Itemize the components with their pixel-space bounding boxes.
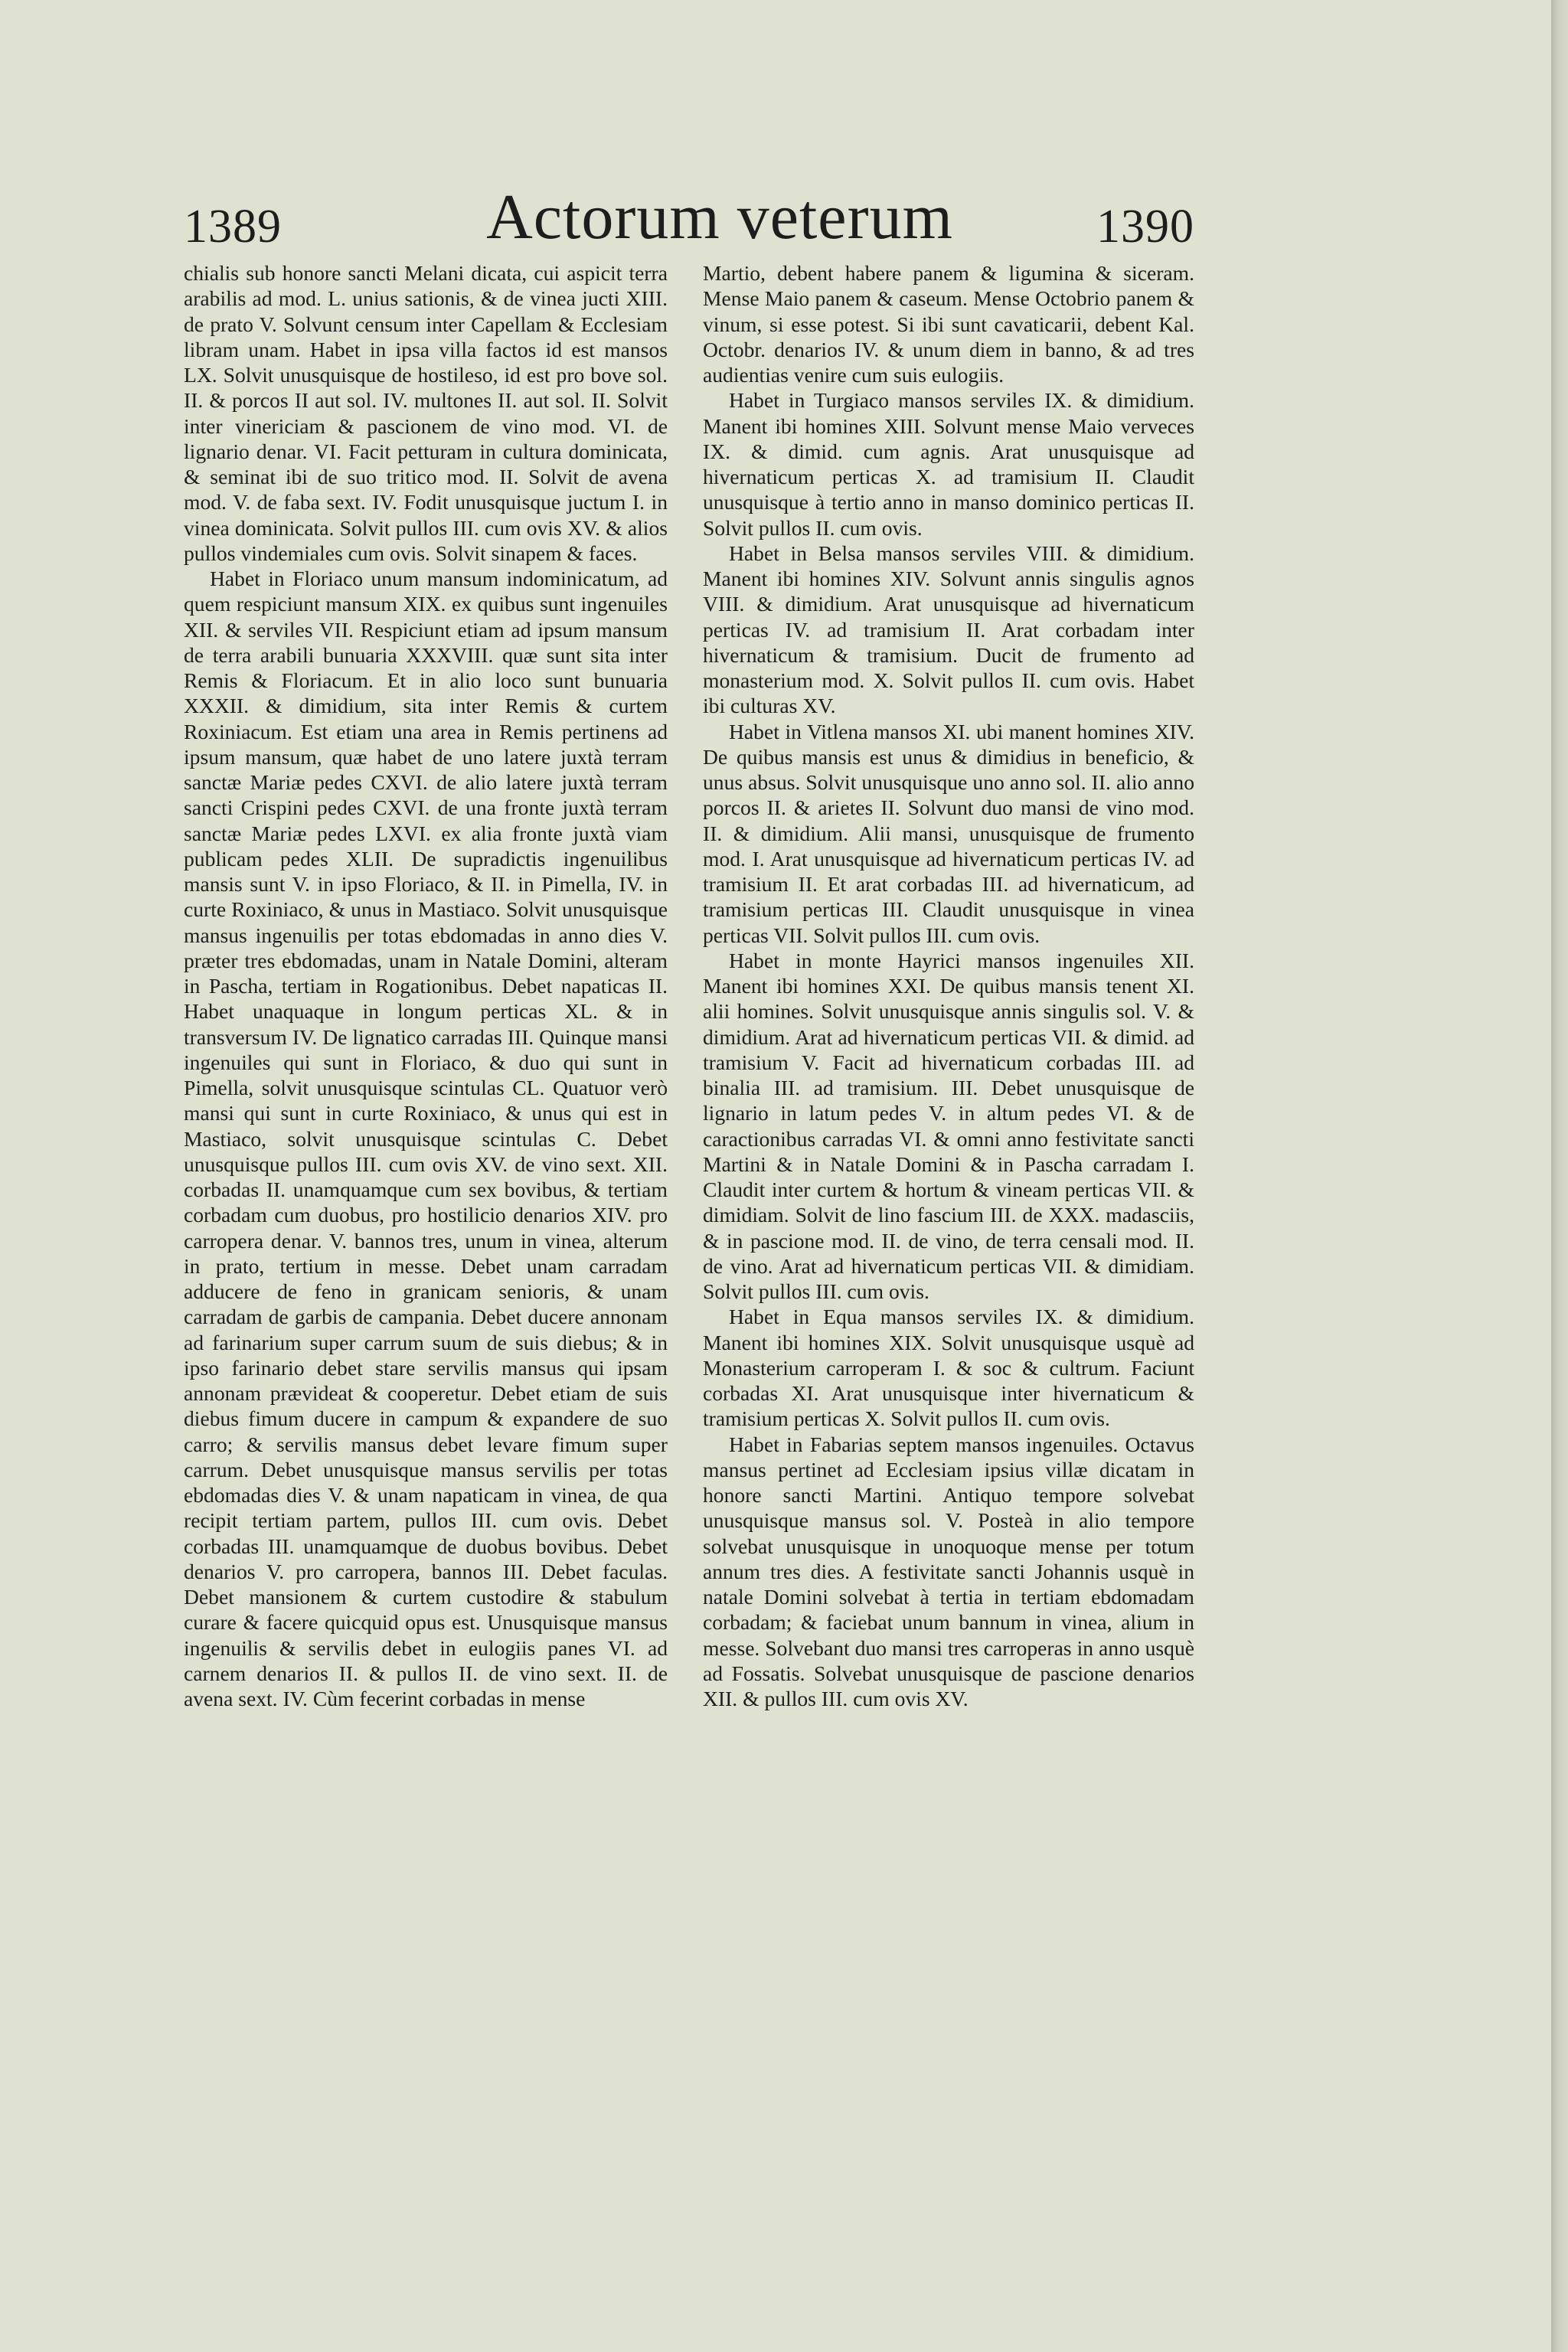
paragraph: Habet in Floriaco unum mansum indominicatum, ad quem respiciunt mansum XIX. ex quibus sunt ingenuiles XII. & serviles VII. Respiciunt etiam ad ipsum mansum de terra arabili bunuaria XXXVIII. quæ sunt sita inter Remis & Floriacum. Et in alio loco sunt bunuaria XXXII. & dimidium, sita inter Remis & curtem Roxiniacum. Est etiam una area in Remis pertinens ad ipsum mansum, quæ habet de uno latere juxtà terram sanctæ Mariæ pedes CXVI. de alio latere juxtà terram sancti Crispini pedes CXVI. de una fronte juxtà terram sanctæ Mariæ pedes LXVI. ex alia fronte juxtà viam publicam pedes XLII. De supradictis ingenuilibus mansis sunt V. in ipso Floriaco, & II. in Pimella, IV. in curte Roxiniaco, & unus in Mastiaco. Solvit unusquisque mansus ingenuilis per totas ebdomadas in anno dies V. præter tres ebdomadas, unam in Natale Domini, alteram in Pascha, tertiam in Rogationibus. Debet napaticas II. Habet unaquaque in longum perticas XL. & in transversum IV. De lignatico carradas III. Quinque mansi ingenuiles qui sunt in Floriaco, & duo qui sunt in Pimella, solvit unusquisque scintulas CL. Quatuor verò mansi qui sunt in curte Roxiniaco, & unus qui est in Mastiaco, solvit unusquisque scintulas C. Debet unusquisque pullos III. cum ovis XV. de vino sext. XII. corbadas II. unamquamque cum sex bovibus, & tertiam corbadam cum duobus, pro hostilicio denarios XIV. pro carropera denar. V. bannos tres, unum in vinea, alterum in prato, tertium in messe. Debet unam carradam adducere de feno in granicam senioris, & unam carradam de garbis de campania. Debet ducere annonam ad farinarium super carrum suum de suis diebus; & in ipso farinario debet stare servilis mansus qui ipsam annonam prævideat & cooperetur. Debet etiam de suis diebus fimum ducere in campum & expandere de suo carro; & servilis mansus debet levare fimum super carrum. Debet unusquisque mansus servilis per totas ebdomadas dies V. & unam napaticam in vinea, de qua recipit tertiam partem, pullos III. cum ovis. Debet corbadas III. unamquamque de duobus bovibus. Debet denarios V. pro carropera, bannos III. Debet faculas. Debet mansionem & curtem custodire & stabulum curare & facere quicquid opus est. Unusquisque mansus ingenuilis & servilis debet in eulogiis panes VI. ad carnem denarios II. & pullos II. de vino sext. II. de avena sext. IV. Cùm fecerint corbadas in mense xyxy=(184,567,668,1710)
running-title: Actorum veterum xyxy=(486,181,953,253)
paragraph: chialis sub honore sancti Melani dicata, cui aspicit terra arabilis ad mod. L. unius sationis, & de vinea jucti XIII. de prato V. Solvunt censum inter Capellam & Ecclesiam libram unam. Habet in ipsa villa factos id est mansos LX. Solvit unusquisque de hostileso, id est pro bove sol. II. & porcos II aut sol. IV. multones II. aut sol. II. Solvit inter vinericiam & pascionem de vino mod. VI. de lignario denar. VI. Facit petturam in cultura dominicata, & seminat ibi de suo tritico mod. II. Solvit de avena mod. V. de faba sext. IV. Fodit unusquisque juctum I. in vinea dominicata. Solvit pullos III. cum ovis XV. & alios pullos vindemiales cum ovis. Solvit sinapem & faces. xyxy=(184,261,668,565)
page-number-left: 1389 xyxy=(184,201,282,253)
right-column xyxy=(703,260,1194,1711)
page-header xyxy=(184,180,1194,256)
page-edge-shadow xyxy=(1551,0,1568,2352)
paragraph: Habet in Equa mansos serviles IX. & dimidium. Manent ibi homines XIX. Solvit unusquisque usquè ad Monasterium carroperam I. & soc & cultrum. Faciunt corbadas XI. Arat unusquisque inter hivernaticum & tramisium perticas X. Solvit pullos II. cum ovis. xyxy=(703,1305,1194,1431)
left-column xyxy=(184,260,668,1711)
paragraph: Habet in Vitlena mansos XI. ubi manent homines XIV. De quibus mansis est unus & dimidius in beneficio, & unus absus. Solvit unusquisque uno anno sol. II. alio anno porcos II. & arietes II. Solvunt duo mansi de vino mod. II. & dimidium. Alii mansi, unusquisque de frumento mod. I. Arat unusquisque ad hivernaticum perticas IV. ad tramisium II. Et arat corbadas III. ad hivernaticum, ad tramisium perticas III. Claudit unusquisque in vinea perticas VII. Solvit pullos III. cum ovis. xyxy=(703,719,1194,947)
paragraph: Martio, debent habere panem & ligumina & siceram. Mense Maio panem & caseum. Mense Octobrio panem & vinum, si esse potest. Si ibi sunt cavaticarii, debent Kal. Octobr. denarios IV. & unum diem in banno, & ad tres audientias venire cum suis eulogiis. xyxy=(703,261,1194,387)
paragraph: Habet in Turgiaco mansos serviles IX. & dimidium. Manent ibi homines XIII. Solvunt mense Maio verveces IX. & dimid. cum agnis. Arat unusquisque ad hivernaticum perticas X. ad tramisium II. Claudit unusquisque à tertio anno in manso dominico perticas II. Solvit pullos II. cum ovis. xyxy=(703,388,1194,540)
paragraph: Habet in Belsa mansos serviles VIII. & dimidium. Manent ibi homines XIV. Solvunt annis singulis agnos VIII. & dimidium. Arat unusquisque ad hivernaticum perticas IV. ad tramisium II. Arat corbadam inter hivernaticum & tramisium. Ducit de frumento ad monasterium mod. X. Solvit pullos II. cum ovis. Habet ibi culturas XV. xyxy=(703,541,1194,718)
paragraph: Habet in Fabarias septem mansos ingenuiles. Octavus mansus pertinet ad Ecclesiam ipsius villæ dicatam in honore sancti Martini. Antiquo tempore solvebat unusquisque mansus sol. V. Posteà in alio tempore solvebat unusquisque in unoquoque mense per totum annum tres dies. A festivitate sancti Johannis usquè in natale Domini solvebat à tertia in tertiam ebdomadam corbadam; & faciebat unum bannum in vinea, alium in messe. Solvebant duo mansi tres carroperas in anno usquè ad Fossatis. Solvebat unusquisque de pascione denarios XII. & pullos III. cum ovis XV. xyxy=(703,1432,1194,1710)
page-number-right: 1390 xyxy=(1096,201,1194,253)
paragraph: Habet in monte Hayrici mansos ingenuiles XII. Manent ibi homines XXI. De quibus mansis tenent XI. alii homines. Solvit unusquisque annis singulis sol. V. & dimidium. Arat ad hivernaticum perticas VII. & dimid. ad tramisium V. Facit ad hivernaticum corbadas III. ad binalia III. ad tramisium. III. Debet unusquisque de lignario in latum pedes V. in altum pedes VI. & de caractionibus carradas VI. & omni anno festivitate sancti Martini & in Natale Domini & in Pascha carradam I. Claudit inter curtem & hortum & vineam perticas VII. & dimidiam. Solvit de lino fascium III. de XXX. madasciis, & in pascione mod. II. de vino, de terra censali mod. II. de vino. Arat ad hivernaticum perticas VII. & dimidiam. Solvit pullos III. cum ovis. xyxy=(703,948,1194,1303)
